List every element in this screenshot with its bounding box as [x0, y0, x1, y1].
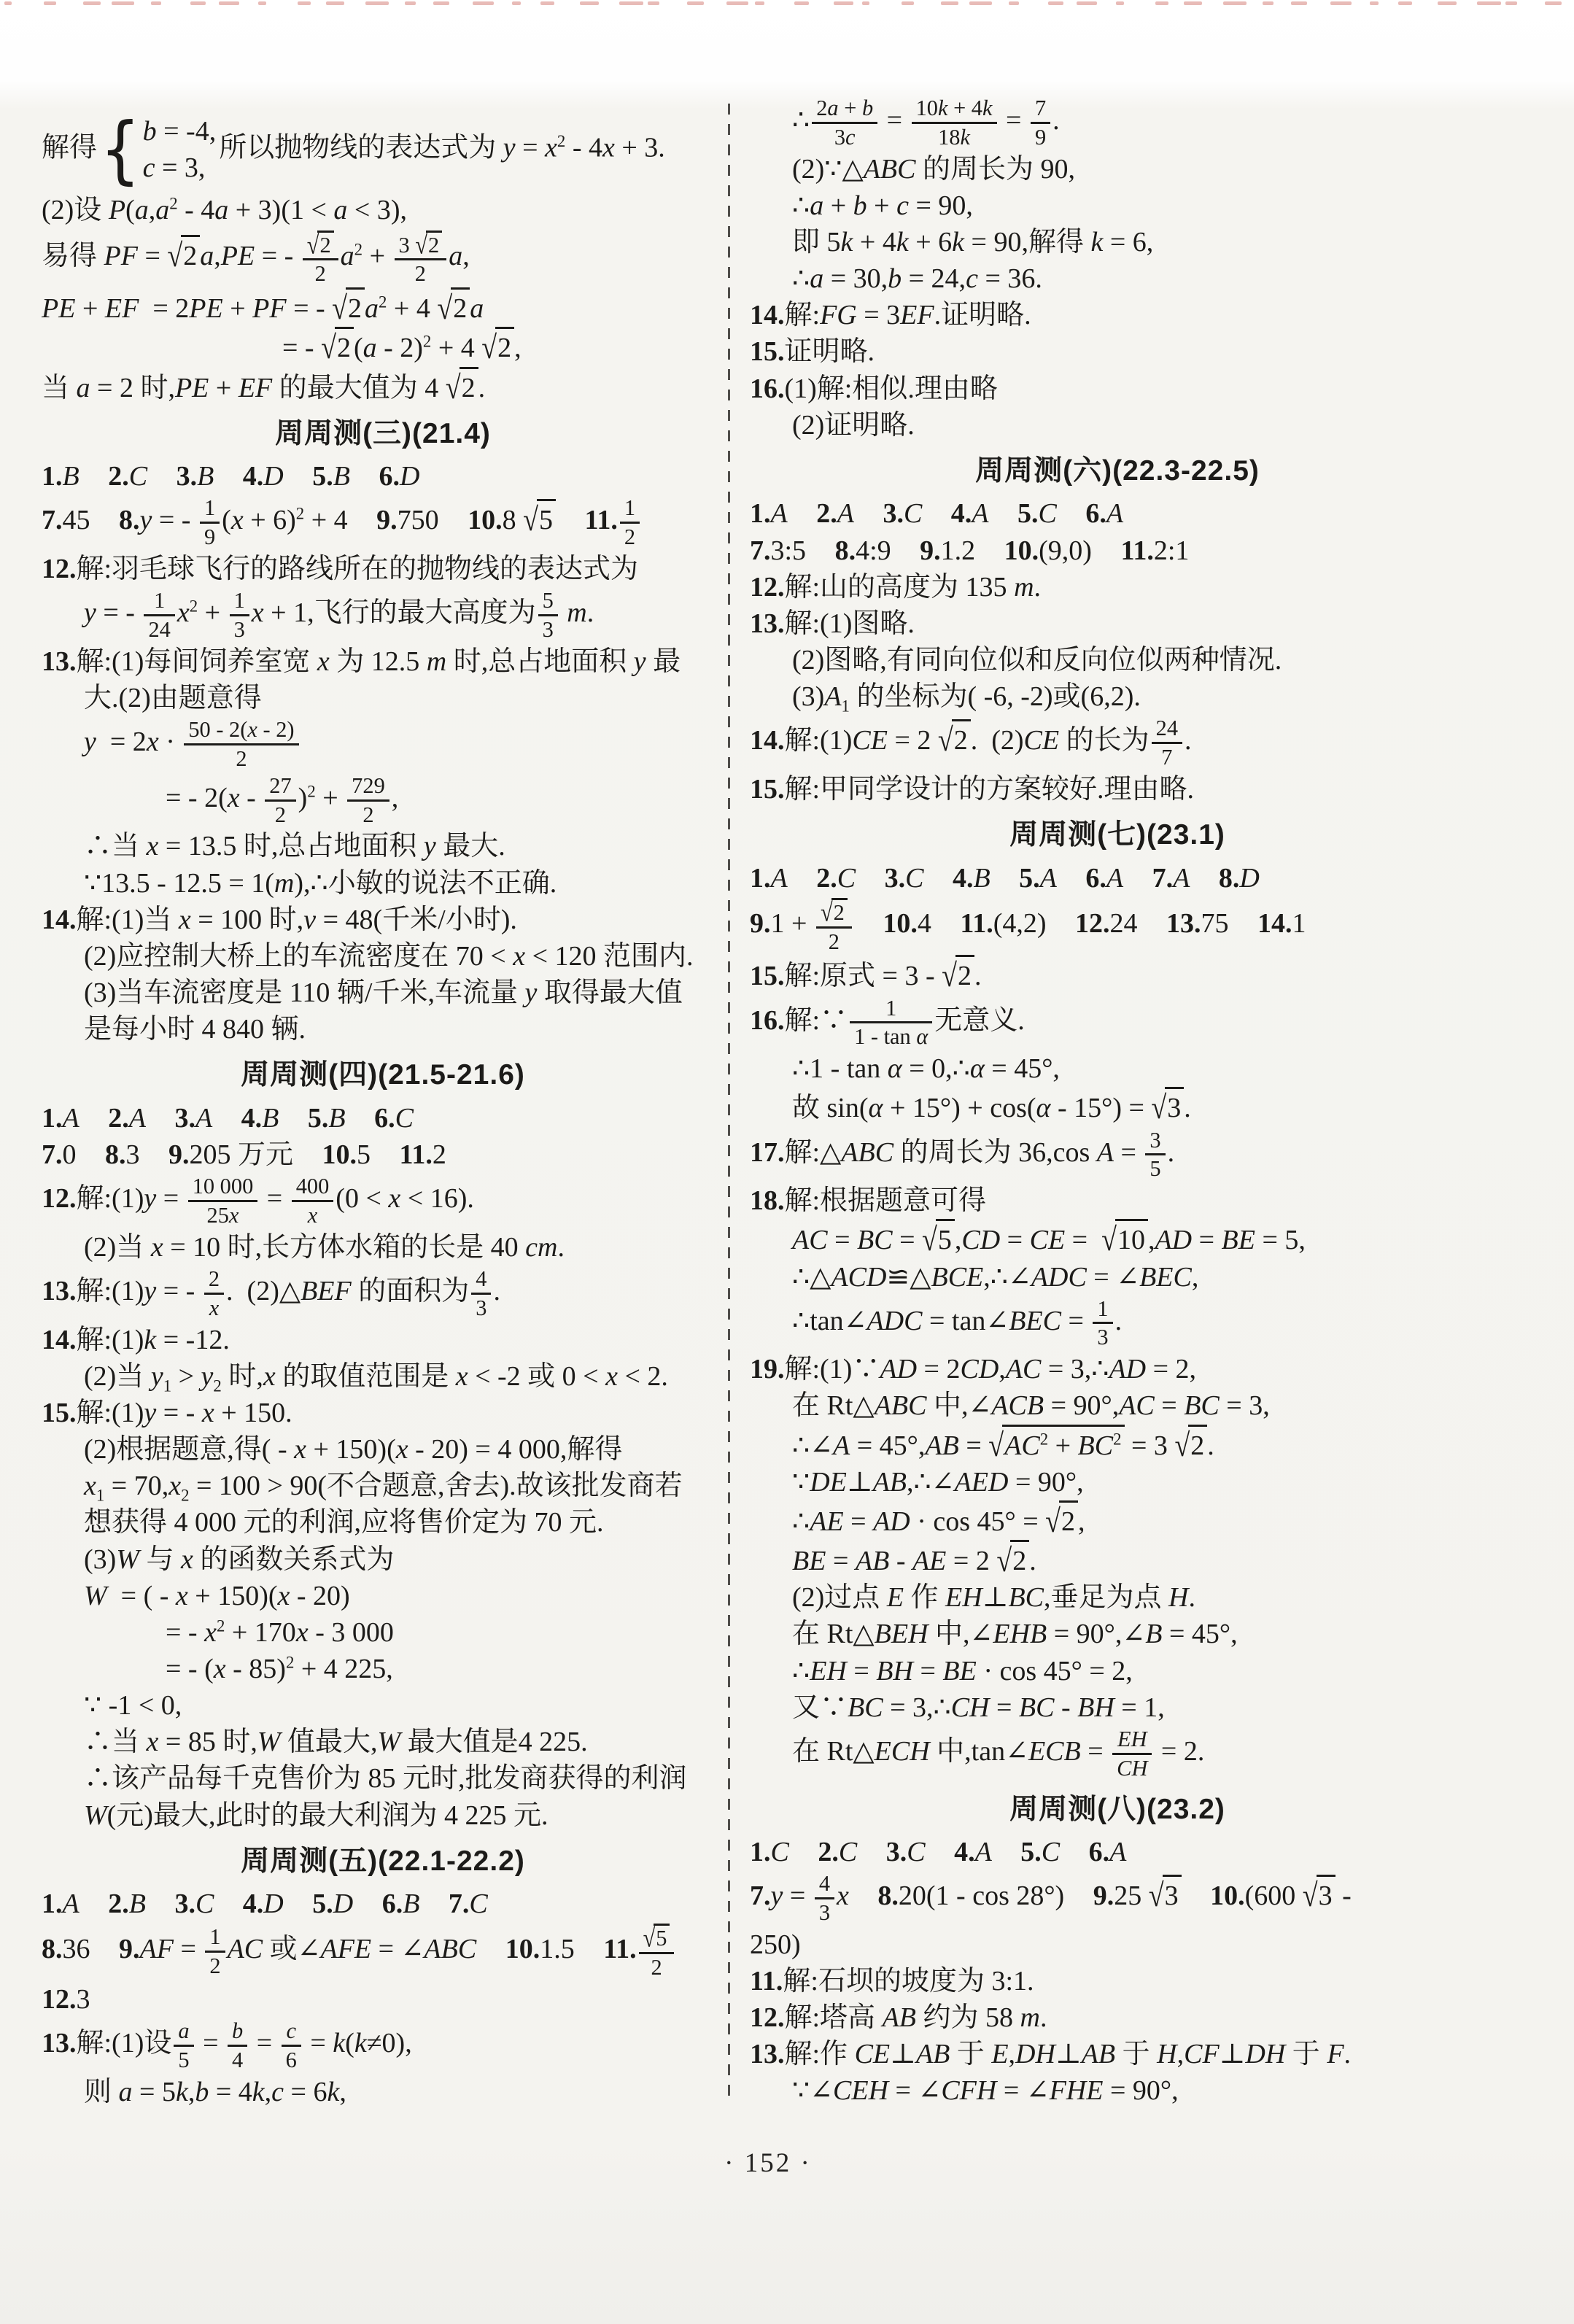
solution-line: (2)当 $y_1 > y_2$ 时,x 的取值范围是 x < -2 或 0 < x < 2. [84, 1360, 668, 1395]
scan-artifact-dash [1291, 1, 1307, 5]
answer-key-line: 8.36 9.AF = $\frac{1}{2}$ AC 或∠AFE = ∠ABC 10.1.5 11. $\frac{√5}{2}$ [42, 1922, 724, 1981]
solution-line: 17.解:△ABC 的周长为 36,cos A = $\frac{3}{5}$ . [750, 1127, 1175, 1182]
scan-artifact-dash [298, 1, 311, 5]
solution-line: (2)∵△ABC 的周长为 90, [792, 153, 1076, 185]
scan-artifact-dash [794, 1, 809, 5]
solution-line: $(3)A_1$ 的坐标为( -6, -2)或(6,2). [792, 681, 1141, 716]
scan-artifact-dash [1184, 1, 1202, 5]
solution-line: 12.解:山的高度为 135 m. [750, 571, 1042, 603]
solution-line: W = ( - x + 150)(x - 20) [84, 1580, 350, 1611]
solution-line: 15.解:甲同学设计的方案较好.理由略. [750, 773, 1195, 805]
scan-artifact-dash [433, 1, 449, 5]
solution-line: W(元)最大,此时的最大利润为 4 225 元. [84, 1800, 548, 1831]
solution-line: ∴tan∠ADC = tan∠BEC = $\frac{1}{3}$ . [792, 1295, 1123, 1350]
solution-line: = - (x - 85)$^2$ + 4 225, [166, 1653, 393, 1684]
solution-line: ∵13.5 - 12.5 = 1(m),∴小敏的说法不正确. [84, 867, 557, 899]
solution-line: (2)应控制大桥上的车流密度在 70 < x < 120 范围内. [84, 940, 694, 972]
scan-artifact-dash [4, 1, 12, 5]
solution-line: (3)W 与 x 的函数关系式为 [84, 1543, 395, 1575]
section-heading: 周周测(七)(23.1) [1009, 819, 1225, 851]
scan-artifact-dash [44, 1, 56, 5]
solution-line: 13.解:(1)每间饲养室宽 x 为 12.5 m 时,总占地面积 y 最 [42, 646, 681, 677]
scan-artifact-dash [1370, 1, 1379, 5]
scan-artifact-dash [648, 1, 659, 5]
scan-artifact-dash [540, 1, 554, 5]
scan-artifact-dash [512, 1, 521, 5]
solution-line: 在 Rt△BEH 中,∠EHB = 90°,∠B = 45°, [792, 1619, 1238, 1650]
solution-line: 12.解:塔高 AB 约为 58 m. [750, 2002, 1047, 2034]
scan-artifact-dash [473, 1, 494, 5]
scan-artifact-dash [1330, 1, 1352, 5]
solution-line: 又∵BC = 3,∴CH = BC - BH = 1, [792, 1692, 1165, 1723]
solution-line: 解得 { b = -4, c = 3, 所以抛物线的表达式为 $y = x^2 - 4x + 3$. [42, 106, 665, 193]
solution-line: 250) [750, 1929, 801, 1960]
solution-line: 易得 PF = √2 a,PE = - $\frac{√2}{2}$ $a^2$ + $\frac{3 √2}{2}$ a, [42, 230, 470, 287]
solution-line: 12.解:(1)y = $\frac{10 000}{25x}$ = $\frac{400}{x}$ (0 < x < 16). [42, 1174, 474, 1228]
section-heading: 周周测(五)(22.1-22.2) [241, 1845, 525, 1877]
solution-line: 13.解:(1)图略. [750, 608, 915, 639]
answer-key-line: 7.45 8.y = - $\frac{1}{9}$ $(x + 6)^2 + 4$ 9.750 10.8 √5 11. $\frac{1}{2}$ [42, 495, 724, 551]
solution-line: 14.解:(1)k = -12. [42, 1324, 230, 1355]
section-heading: 周周测(八)(23.2) [1009, 1793, 1225, 1825]
solution-line: 在 Rt△ECH 中,tan∠ECB = $\frac{EH}{CH}$ = 2. [792, 1726, 1205, 1781]
solution-line: 14.解:(1)当 x = 100 时,v = 48(千米/小时). [42, 904, 517, 935]
scan-artifact-dash [580, 1, 599, 5]
solution-line: ∴a + b + c = 90, [792, 190, 973, 221]
solution-line: ∵ -1 < 0, [84, 1690, 182, 1721]
scan-artifact-dash [1116, 1, 1124, 5]
solution-line: 14.解:(1)CE = 2 √2 . (2)CE 的长为 $\frac{24}{7}$ . [750, 716, 1192, 770]
scan-artifact-dash [365, 1, 389, 5]
solution-line: 当 a = 2 时,PE + EF 的最大值为 4 √2 . [42, 367, 724, 406]
scan-artifact-dash [619, 1, 643, 5]
answer-key-line: 1.A 2.B 3.C 4.D 5.D 6.B 7.C [42, 1889, 488, 1920]
scan-artifact-dash [1438, 1, 1457, 5]
solution-line: (2)设 $P(a,a^2 - 4a + 3)(1 < a < 3)$, [42, 194, 408, 226]
solution-line: 故 sin(α + 15°) + cos(α - 15°) = √3 . [750, 1087, 1485, 1126]
page-number [677, 2147, 859, 2179]
scan-artifact-dash [326, 1, 344, 5]
scan-artifact-dash [1477, 1, 1501, 5]
answer-key-line: 1.C 2.C 3.C 4.A 5.C 6.A [750, 1837, 1127, 1867]
left-column [42, 108, 724, 2110]
solution-line: 即 5k + 4k + 6k = 90,解得 k = 6, [792, 226, 1154, 257]
solution-line: (2)图略,有同向位似和反向位似两种情况. [792, 645, 1282, 675]
section-heading: 周周测(六)(22.3-22.5) [975, 454, 1260, 487]
scan-artifact-dash [834, 1, 853, 5]
solution-line: 大.(2)由题意得 [84, 682, 262, 713]
solution-line: ∴当 x = 13.5 时,总占地面积 y 最大. [84, 831, 505, 862]
scan-artifact-dash [1077, 1, 1097, 5]
right-column [750, 95, 1485, 2110]
column-divider [728, 104, 730, 2104]
scan-artifact-dash [1505, 1, 1517, 5]
solution-line: 13.解:作 CE⊥AB 于 E,DH⊥AB 于 H,CF⊥DH 于 F. [750, 2039, 1352, 2070]
scan-artifact-dash [112, 1, 134, 5]
scan-artifact-dash [1263, 1, 1273, 5]
answer-key-line: 1.A 2.A 3.C 4.A 5.C 6.A [750, 498, 1124, 530]
solution-line: 18.解:根据题意可得 [750, 1185, 987, 1217]
solution-line: y = - $\frac{1}{24}$ $x^2$ + $\frac{1}{3}$ x + 1,飞行的最大高度为 $\frac{5}{3}$ m. [84, 588, 594, 642]
answer-key-line: 1.B 2.C 3.B 4.D 5.B 6.D [42, 461, 420, 492]
scan-artifact-dash [755, 1, 764, 5]
scan-artifact-dash [969, 1, 992, 5]
solution-line: 想获得 4 000 元的利润,应将售价定为 70 元. [84, 1507, 604, 1538]
scan-artifact-dash [1048, 1, 1063, 5]
solution-line: ∴该产品每千克售价为 85 元时,批发商获得的利润 [84, 1763, 687, 1794]
scan-artifact-dash [862, 1, 869, 5]
solution-line: 13.解:(1)y = - $\frac{2}{x}$ . (2)△BEF 的面积为 $\frac{4}{3}$ . [42, 1266, 500, 1320]
scan-artifact-dash [83, 1, 101, 5]
section-heading: 周周测(三)(21.4) [275, 417, 491, 449]
solution-line: PE + EF = 2PE + PF = - √2 $a^2 + 4$ √2 a [42, 287, 724, 327]
solution-line: 16.解:∵ $\frac{1}{\text{1 - tan α}}$ 无意义. [750, 995, 1025, 1050]
answer-key-line: 1.A 2.A 3.A 4.B 5.B 6.C [42, 1102, 414, 1134]
scan-artifact-dash [1545, 1, 1562, 5]
scan-artifact-dash [258, 1, 266, 5]
solution-line: = - 2(x - $\frac{27}{2}$ )$^2$ + $\frac{729}{2}$ , [166, 772, 399, 827]
solution-line: 是每小时 4 840 辆. [84, 1014, 306, 1045]
scan-artifact-dash [1155, 1, 1168, 5]
scan-artifact-dash [219, 1, 239, 5]
solution-line: 12.3 [42, 1984, 90, 2015]
solution-line: 15.证明略. [750, 336, 875, 368]
solution-line: ∴EH = BH = BE · cos 45° = 2, [792, 1655, 1133, 1686]
solution-line: AC = BC = √5 ,CD = CE = √10 ,AD = BE = 5, [750, 1219, 1485, 1258]
solution-line: BE = AB - AE = 2 √2 . [750, 1540, 1485, 1579]
scan-artifact-dashes [0, 0, 1574, 9]
solution-line: (2)根据题意,得( - x + 150)(x - 20) = 4 000,解得 [84, 1434, 623, 1465]
solution-line: ∵DE⊥AB,∴∠AED = 90°, [792, 1466, 1084, 1498]
solution-line: 12.解:羽毛球飞行的路线所在的抛物线的表达式为 [42, 553, 639, 584]
solution-line: ∴△ACD≌△BCE,∴∠ADC = ∠BEC, [792, 1261, 1199, 1293]
scan-artifact-dash [1398, 1, 1412, 5]
scan-artifact-dash [726, 1, 748, 5]
answer-key-line: 7.3:5 8.4:9 9.1.2 10.(9,0) 11.2:1 [750, 535, 1190, 566]
scan-artifact-dash [405, 1, 416, 5]
solution-line: 在 Rt△ABC 中,∠ACB = 90°,AC = BC = 3, [792, 1390, 1270, 1422]
solution-line: = - √2 (a - 2)$^2$ + 4 √2 , [42, 327, 724, 366]
scan-artifact-dash [1009, 1, 1019, 5]
solution-line: = - $x^2 + 170x - 3$ 000 [166, 1616, 394, 1648]
page-number-text: · 152 · [724, 2148, 812, 2178]
solution-line: (2)证明略. [792, 409, 915, 441]
answer-key-line: 7.y = $\frac{4}{3}$ x 8.20(1 - cos 28°) 9.25 √3 10.(600 √3 - [750, 1871, 1352, 1925]
scan-artifact-dash [190, 1, 206, 5]
scan-artifact-dash [687, 1, 704, 5]
solution-line: 14.解:FG = 3EF.证明略. [750, 300, 1031, 331]
solution-line: 16.(1)解:相似.理由略 [750, 373, 998, 404]
solution-line: ∴ $\frac{2a + b}{3c}$ = $\frac{10k + 4k}{18k}$ = $\frac{7}{9}$ . [792, 96, 1060, 150]
solution-line: ∴当 x = 85 时,W 值最大,W 最大值是4 225. [84, 1727, 588, 1758]
solution-line: 13.解:(1)设 $\frac{a}{5}$ = $\frac{b}{4}$ = $\frac{c}{6}$ = k(k≠0), [42, 2018, 412, 2073]
answer-key-line: 7.0 8.3 9.205 万元 10.5 11.2 [42, 1139, 446, 1170]
scan-artifact-dash [902, 1, 914, 5]
solution-line: y = 2x · $\frac{50 - 2(x - 2)}{2}$ [42, 716, 724, 772]
solution-line: ∵∠CEH = ∠CFH = ∠FHE = 90°, [792, 2075, 1179, 2107]
solution-line: 19.解:(1)∵AD = 2CD,AC = 3,∴AD = 2, [750, 1354, 1197, 1385]
answer-key-line: 1.A 2.C 3.C 4.B 5.A 6.A 7.A 8.D [750, 862, 1260, 894]
scan-artifact-dash [151, 1, 161, 5]
section-heading: 周周测(四)(21.5-21.6) [241, 1059, 525, 1091]
scan-artifact-dash [1223, 1, 1247, 5]
solution-line: 11.解:石坝的坡度为 3:1. [750, 1965, 1034, 1996]
solution-line: ∴AE = AD · cos 45° = √2 , [750, 1500, 1485, 1540]
solution-line: $x_1 = 70,x_2 = 100 > 90$(不合题意,舍去).故该批发商若 [84, 1471, 683, 1505]
solution-line: ∴∠A = $45^\circ,AB = √AC^2 + BC^2 = 3$ √2 . [750, 1425, 1485, 1464]
solution-line: 则 a = 5k,b = 4k,c = 6k, [84, 2076, 346, 2107]
solution-line: ∴a = 30,b = 24,c = 36. [792, 263, 1042, 295]
solution-line: (2)当 x = 10 时,长方体水箱的长是 40 cm. [84, 1231, 565, 1263]
solution-line: 15.解:(1)y = - x + 150. [42, 1397, 292, 1428]
solution-line: (2)过点 E 作 EH⊥BC,垂足为点 H. [792, 1582, 1195, 1614]
solution-line: 15.解:原式 = 3 - √2 . [750, 955, 1485, 994]
scan-artifact-dash [941, 1, 958, 5]
answer-key-line: 9.1 + $\frac{√2}{2}$ 10.4 11.(4,2) 12.24 13.75 14.1 [750, 897, 1306, 954]
solution-line: (3)当车流密度是 110 辆/千米,车流量 y 取得最大值 [84, 977, 683, 1008]
solution-line: ∴1 - tan α = 0,∴α = 45°, [792, 1053, 1060, 1085]
